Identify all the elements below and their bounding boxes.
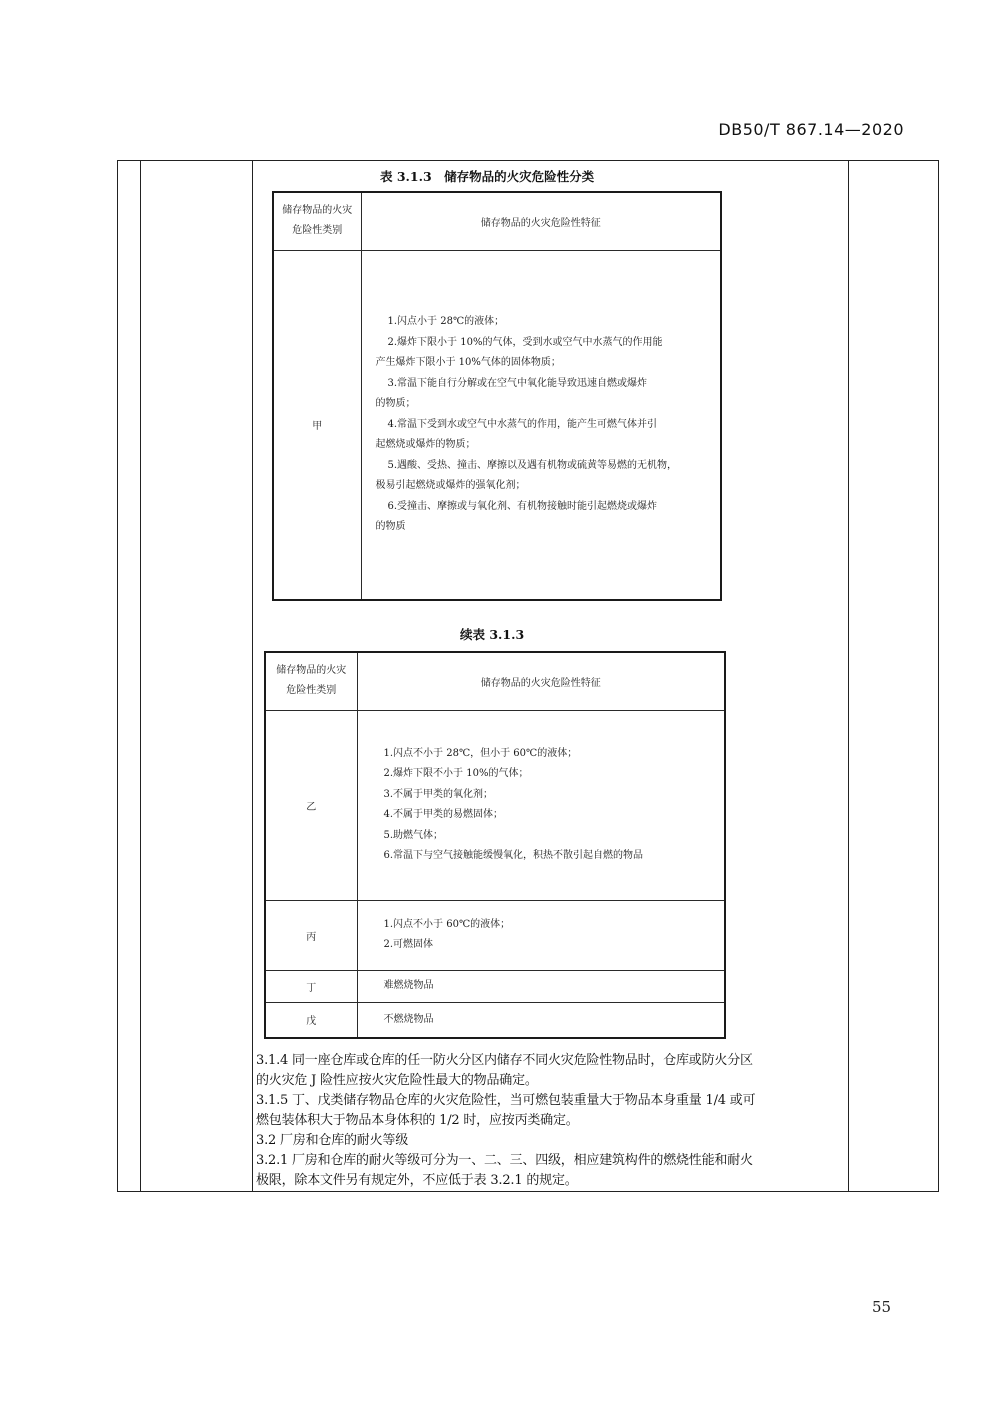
body-text xyxy=(256,1051,846,1191)
feature-line: 3.常温下能自行分解或在空气中氧化能导致迅速自燃或爆炸 xyxy=(387,377,648,389)
table-row xyxy=(265,710,725,900)
feature-cell xyxy=(357,1002,725,1038)
body-paragraph: 燃包装体积大于物品本身体积的 1/2 时，应按丙类确定。 xyxy=(256,1113,579,1128)
feature-cell xyxy=(357,970,725,1002)
content-cell xyxy=(252,161,848,1191)
feature-line: 极易引起燃烧或爆炸的强氧化剂； xyxy=(375,480,526,491)
feature-cell xyxy=(357,900,725,970)
feature-cell xyxy=(357,710,725,900)
feature-line: 起燃烧或爆炸的物质； xyxy=(375,439,476,450)
feature-line: 不燃烧物品 xyxy=(383,1013,434,1025)
table-row xyxy=(265,900,725,970)
table-row xyxy=(273,250,721,600)
column-divider xyxy=(848,161,849,1191)
category-cell: 甲 xyxy=(273,250,361,600)
feature-line: 1.闪点小于 28℃的液体； xyxy=(387,316,505,327)
table-header-row xyxy=(265,652,725,710)
table-header-row xyxy=(273,192,721,250)
feature-line: 6.受撞击、摩擦或与氧化剂、有机物接触时能引起燃烧或爆炸 xyxy=(387,500,658,512)
body-paragraph: 3.1.5 丁、戊类储存物品仓库的火灾危险性，当可燃包装重量大于物品本身重量 1/4 或可 xyxy=(256,1093,756,1108)
body-paragraph: 3.2.1 厂房和仓库的耐火等级可分为一、二、三、四级，相应建筑构件的燃烧性能和耐火 xyxy=(256,1153,753,1168)
body-paragraph: 的火灾危 J 险性应按火灾危险性最大的物品确定。 xyxy=(256,1073,538,1088)
feature-line: 产生爆炸下限小于 10%气体的固体物质； xyxy=(375,357,561,368)
header-category-line: 危险性类别 xyxy=(292,225,343,237)
feature-line: 5.遇酸、受热、撞击、摩擦以及遇有机物或硫黄等易燃的无机物， xyxy=(387,459,678,471)
table-row xyxy=(265,1002,725,1038)
header-category-line: 储存物品的火灾 xyxy=(276,665,347,677)
category-cell: 乙 xyxy=(265,710,357,900)
section-heading: 3.2 厂房和仓库的耐火等级 xyxy=(256,1133,409,1148)
header-feature-cell: 储存物品的火灾危险性特征 xyxy=(361,192,721,250)
hazard-table xyxy=(272,191,722,601)
feature-line: 2.爆炸下限不小于 10%的气体； xyxy=(383,768,529,779)
feature-line: 的物质 xyxy=(375,521,406,532)
header-category-line: 危险性类别 xyxy=(286,685,337,697)
feature-line: 5.助燃气体； xyxy=(383,829,444,841)
category-cell: 丁 xyxy=(265,970,357,1002)
hazard-table-continued xyxy=(264,651,726,1039)
feature-cell xyxy=(361,250,721,600)
body-paragraph: 极限，除本文件另有规定外，不应低于表 3.2.1 的规定。 xyxy=(256,1173,578,1188)
category-cell: 戊 xyxy=(265,1002,357,1038)
feature-line: 1.闪点不小于 28℃，但小于 60℃的液体； xyxy=(383,747,578,759)
feature-line: 1.闪点不小于 60℃的液体； xyxy=(383,918,511,930)
feature-line: 2.可燃固体 xyxy=(383,939,434,950)
table-caption: 续表 3.1.3 xyxy=(460,627,525,642)
feature-line: 的物质； xyxy=(375,398,416,409)
column-divider xyxy=(140,161,141,1191)
document-code: DB50/T 867.14—2020 xyxy=(718,120,904,139)
header-category-line: 储存物品的火灾 xyxy=(282,205,353,217)
table-row xyxy=(265,970,725,1002)
feature-line: 难燃烧物品 xyxy=(383,979,434,991)
feature-line: 6.常温下与空气接触能缓慢氧化，积热不散引起自燃的物品 xyxy=(383,850,644,861)
category-cell: 丙 xyxy=(265,900,357,970)
header-category-cell xyxy=(273,192,361,250)
feature-line: 3.不属于甲类的氧化剂； xyxy=(383,788,494,800)
feature-line: 2.爆炸下限小于 10%的气体，受到水或空气中水蒸气的作用能 xyxy=(387,336,663,348)
feature-line: 4.不属于甲类的易燃固体； xyxy=(383,809,504,820)
body-paragraph: 3.1.4 同一座仓库或仓库的任一防火分区内储存不同火灾危险性物品时，仓库或防火分区 xyxy=(256,1053,753,1068)
page-number: 55 xyxy=(872,1298,892,1316)
header-feature-cell: 储存物品的火灾危险性特征 xyxy=(357,652,725,710)
header-category-cell xyxy=(265,652,357,710)
feature-line: 4.常温下受到水或空气中水蒸气的作用，能产生可燃气体并引 xyxy=(387,418,658,430)
table-caption: 表 3.1.3 储存物品的火灾危险性分类 xyxy=(380,169,595,184)
